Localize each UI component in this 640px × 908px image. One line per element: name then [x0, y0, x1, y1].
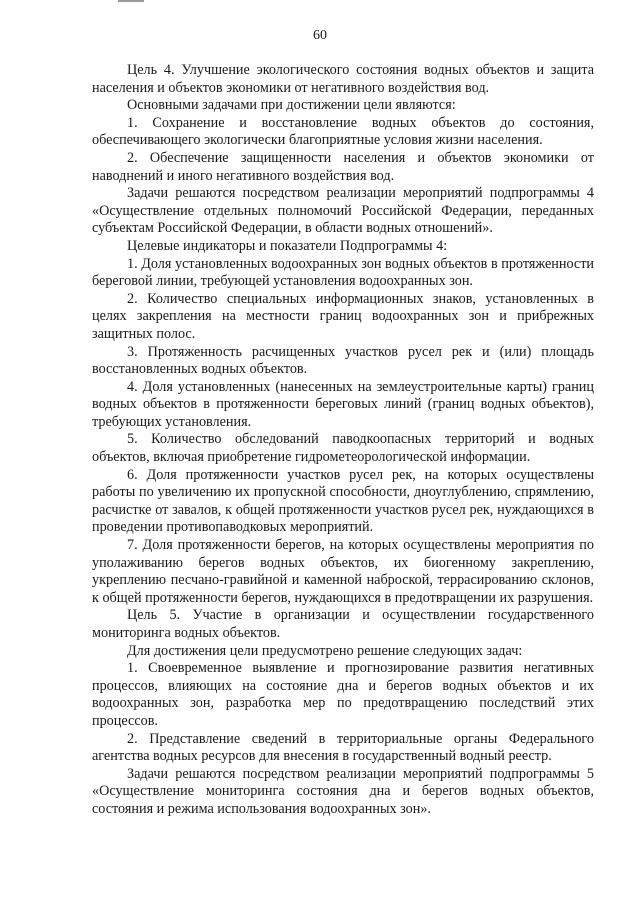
- paragraph-indicator-4: 4. Доля установленных (нанесенных на землеустроительные карты) границ водных объектов в протяженности береговых линий (границ водных объектов), требующих установления.: [92, 378, 594, 430]
- paragraph-indicator-7: 7. Доля протяженности берегов, на которых осуществлены мероприятия по уполаживанию берегов водных объектов, их биогенному закреплению, укреплению песчано-гравийной и каменной наброской, террасированию склонов, к общей протяженности берегов, нуждающихся в предотвращении их разрушения.: [92, 537, 594, 606]
- paragraph-indicator-1: 1. Доля установленных водоохранных зон водных объектов в протяженности береговой линии, требующей установления водоохранных зон.: [92, 255, 594, 290]
- paragraph-goal-5-tasks-intro: Для достижения цели предусмотрено решение следующих задач:: [127, 642, 523, 659]
- paragraph-goal-5-task-1: 1. Своевременное выявление и прогнозирование развития негативных процессов, влияющих на состояние дна и берегов водных объектов и их водоохранных зон, разработка мер по предотвращению последствий этих процессов.: [92, 660, 594, 729]
- document-body: [92, 62, 594, 819]
- paragraph-indicator-5: 5. Количество обследований паводкоопасных территорий и водных объектов, включая приобретение гидрометеорологической информации.: [92, 431, 594, 466]
- paragraph-task-2: 2. Обеспечение защищенности населения и объектов экономики от наводнений и иного негативного воздействия вод.: [92, 149, 594, 184]
- paragraph-indicator-3: 3. Протяженность расчищенных участков русел рек и (или) площадь восстановленных водных объектов.: [92, 343, 594, 378]
- paragraph-task-1: 1. Сохранение и восстановление водных объектов до состояния, обеспечивающего экологически благоприятные условия жизни населения.: [92, 114, 594, 149]
- paragraph-goal-5: Цель 5. Участие в организации и осуществлении государственного мониторинга водных объектов.: [92, 607, 594, 641]
- paragraph-indicator-6: 6. Доля протяженности участков русел рек, на которых осуществлены работы по увеличению их пропускной способности, дноуглублению, спрямлению, расчистке от завалов, к общей протяженности участков русел рек, нуждающихся в проведении противопаводковых мероприятий.: [92, 466, 594, 536]
- paragraph-indicators-intro: Целевые индикаторы и показатели Подпрограммы 4:: [127, 237, 448, 254]
- paragraph-subprogram-4: Задачи решаются посредством реализации мероприятий подпрограммы 4 «Осуществление отдельных полномочий Российской Федерации, переданных субъектам Российской Федерации, в области водных отношений».: [92, 185, 594, 237]
- paragraph-indicator-2: 2. Количество специальных информационных знаков, установленных в целях закрепления на местности границ водоохранных зон и прибрежных защитных полос.: [92, 290, 594, 342]
- paragraph-goal-5-task-2: 2. Представление сведений в территориальные органы Федерального агентства водных ресурсов для внесения в государственный водный реестр.: [92, 730, 594, 765]
- paragraph-main-tasks-intro: Основными задачами при достижении цели являются:: [127, 97, 456, 114]
- paragraph-goal-4: Цель 4. Улучшение экологического состояния водных объектов и защита населения и объектов экономики от негативного воздействия вод.: [92, 62, 594, 96]
- page-number: 60: [313, 28, 327, 43]
- scan-artifact-line: [118, 0, 144, 2]
- paragraph-subprogram-5: Задачи решаются посредством реализации мероприятий подпрограммы 5 «Осуществление мониторинга состояния дна и берегов водных объектов, состояния и режима использования водоохранных зон».: [92, 765, 594, 817]
